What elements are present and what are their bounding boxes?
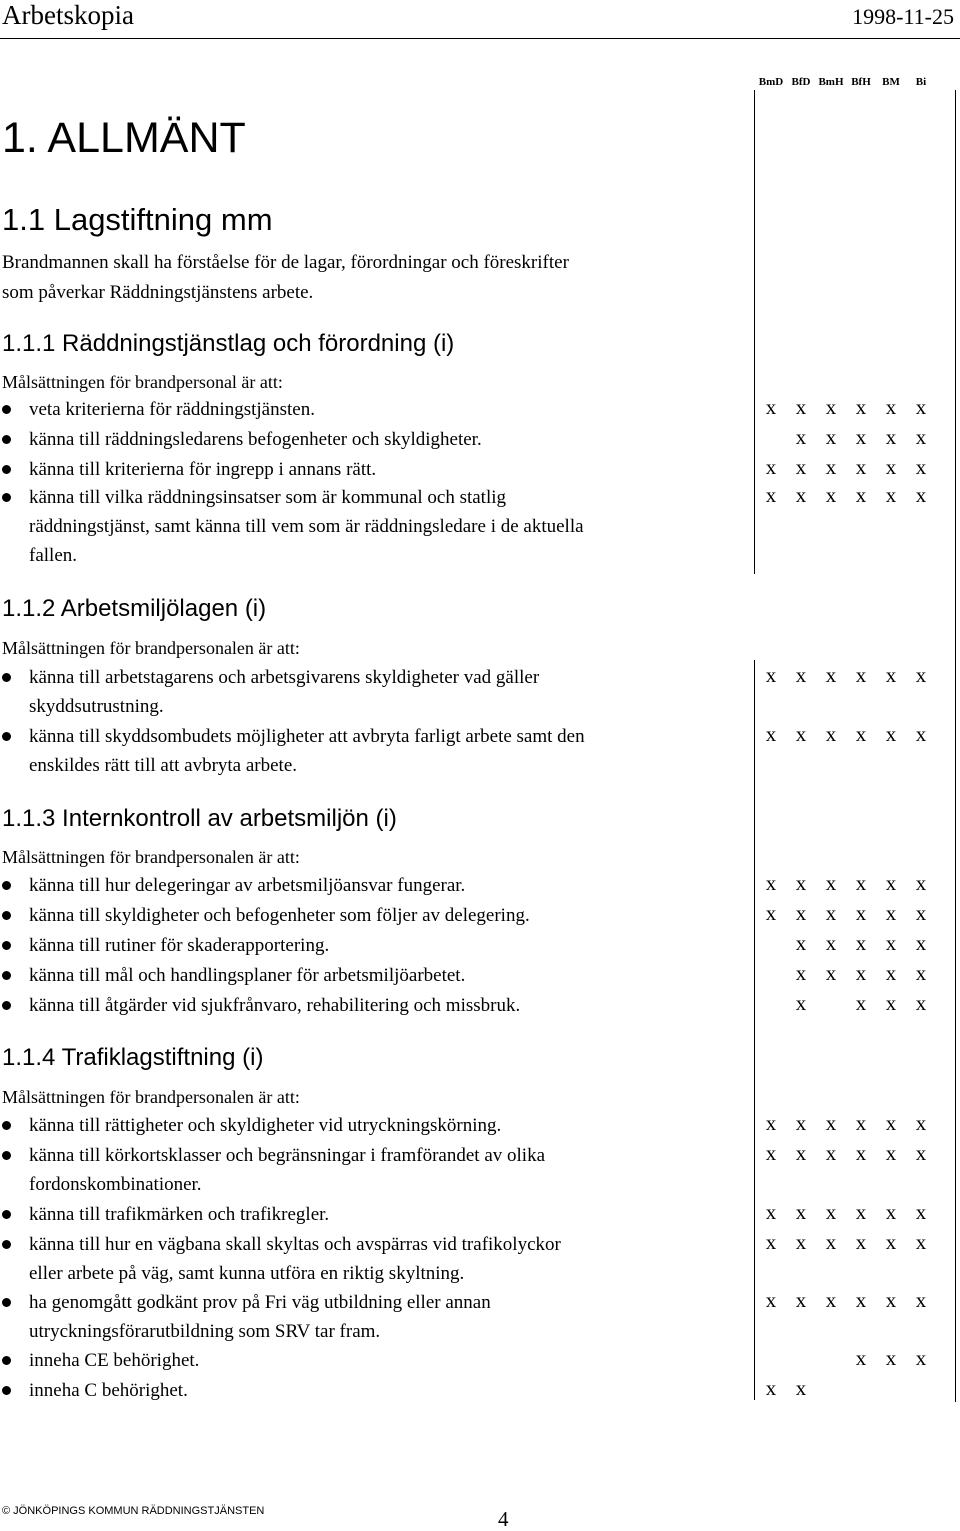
list-item	[0, 1376, 960, 1405]
requirement-mark-bmd: x	[765, 1111, 777, 1135]
list-item	[0, 991, 960, 1020]
section-title: 1.1 Lagstiftning mm	[2, 202, 273, 237]
list-item-text: fallen.	[29, 545, 78, 566]
requirement-mark-bmh: x	[825, 961, 837, 985]
requirement-mark-bm: x	[885, 901, 897, 925]
subsection-lead: Målsättningen för brandpersonalen är att:	[2, 638, 300, 658]
requirement-mark-bm: x	[885, 1346, 897, 1370]
requirement-mark-bm: x	[885, 663, 897, 687]
list-item-text: inneha C behörighet.	[29, 1380, 188, 1401]
bullet-icon	[2, 1356, 11, 1365]
requirement-mark-bfd: x	[795, 991, 807, 1015]
list-item-text: känna till trafikmärken och trafikregler.	[29, 1204, 330, 1225]
requirement-mark-bfh: x	[855, 722, 867, 746]
requirement-mark-bfd: x	[795, 901, 807, 925]
requirement-mark-bfd: x	[795, 395, 807, 419]
bullet-icon	[2, 435, 11, 444]
requirement-mark-bmh: x	[825, 871, 837, 895]
list-item	[0, 961, 960, 990]
list-item-text: känna till vilka räddningsinsatser som är kommunal och statlig	[29, 487, 507, 508]
requirement-mark-bfd: x	[795, 663, 807, 687]
requirement-mark-bm: x	[885, 1111, 897, 1135]
list-item	[0, 1230, 960, 1288]
subsection-title: 1.1.2 Arbetsmiljölagen (i)	[2, 595, 267, 622]
footer-organization-name: JÖNKÖPINGS KOMMUN RÄDDNINGSTJÄNSTEN	[13, 1505, 265, 1517]
subsection-title: 1.1.3 Internkontroll av arbetsmiljön (i)	[2, 805, 397, 832]
requirement-mark-bfh: x	[855, 1111, 867, 1135]
requirement-mark-bfh: x	[855, 483, 867, 507]
requirement-mark-bmh: x	[825, 395, 837, 419]
requirement-mark-bmd: x	[765, 395, 777, 419]
list-item-text: känna till arbetstagarens och arbetsgivarens skyldigheter vad gäller	[29, 667, 540, 688]
requirement-mark-bfd: x	[795, 455, 807, 479]
subsection-lead: Målsättningen för brandpersonal är att:	[2, 372, 283, 392]
requirement-mark-bfh: x	[855, 1288, 867, 1312]
requirement-mark-bm: x	[885, 1230, 897, 1254]
requirement-mark-bfd: x	[795, 1288, 807, 1312]
requirement-mark-bm: x	[885, 455, 897, 479]
document-status-title: Arbetskopia	[2, 0, 134, 30]
list-item-text: inneha CE behörighet.	[29, 1350, 200, 1371]
requirement-mark-bi: x	[915, 425, 927, 449]
requirement-mark-bi: x	[915, 483, 927, 507]
requirement-mark-bfh: x	[855, 931, 867, 955]
requirement-mark-bmd: x	[765, 455, 777, 479]
requirement-mark-bi: x	[915, 1288, 927, 1312]
requirement-mark-bfd: x	[795, 1376, 807, 1400]
requirement-mark-bfh: x	[855, 1141, 867, 1165]
requirement-mark-bmd: x	[765, 901, 777, 925]
list-item-text: känna till räddningsledarens befogenheter och skyldigheter.	[29, 429, 482, 450]
requirement-mark-bmh: x	[825, 483, 837, 507]
requirement-mark-bm: x	[885, 1200, 897, 1224]
bullet-icon	[2, 1240, 11, 1249]
column-header-bmh: BmH	[818, 76, 844, 88]
bullet-icon	[2, 1151, 11, 1160]
requirement-mark-bmd: x	[765, 1376, 777, 1400]
list-item	[0, 1111, 960, 1140]
list-item	[0, 901, 960, 930]
column-header-bfh: BfH	[851, 76, 871, 88]
requirement-mark-bm: x	[885, 722, 897, 746]
requirement-mark-bi: x	[915, 1230, 927, 1254]
list-item-text: känna till rättigheter och skyldigheter vid utryckningskörning.	[29, 1115, 502, 1136]
requirement-mark-bfh: x	[855, 1230, 867, 1254]
list-item	[0, 871, 960, 900]
list-item-text: känna till hur delegeringar av arbetsmiljöansvar fungerar.	[29, 875, 466, 896]
document-date: 1998-11-25	[852, 4, 954, 29]
bullet-icon	[2, 732, 11, 741]
list-item	[0, 1288, 960, 1346]
requirement-mark-bm: x	[885, 1141, 897, 1165]
list-item-text: känna till körkortsklasser och begränsningar i framförandet av olika	[29, 1145, 545, 1166]
requirement-mark-bmh: x	[825, 1141, 837, 1165]
requirement-mark-bi: x	[915, 1346, 927, 1370]
list-item-text: veta kriterierna för räddningstjänsten.	[29, 399, 315, 420]
list-item	[0, 395, 960, 424]
chapter-title: 1. ALLMÄNT	[2, 114, 246, 162]
section-intro-line-1: Brandmannen skall ha förståelse för de lagar, förordningar och föreskrifter	[2, 252, 569, 273]
list-item	[0, 722, 960, 780]
copyright-icon: ©	[2, 1505, 11, 1517]
requirement-mark-bmh: x	[825, 931, 837, 955]
list-item	[0, 1346, 960, 1375]
list-item	[0, 1141, 960, 1199]
list-item-text: räddningstjänst, samt känna till vem som är räddningsledare i de aktuella	[29, 516, 584, 537]
requirement-mark-bfh: x	[855, 455, 867, 479]
bullet-icon	[2, 1298, 11, 1307]
page-number: 4	[498, 1507, 509, 1531]
list-item	[0, 663, 960, 721]
list-item-text: ha genomgått godkänt prov på Fri väg utbildning eller annan	[29, 1292, 491, 1313]
requirement-mark-bmd: x	[765, 1200, 777, 1224]
requirement-mark-bfh: x	[855, 961, 867, 985]
subsection-title: 1.1.4 Trafiklagstiftning (i)	[2, 1044, 264, 1071]
list-item-text: känna till skyddsombudets möjligheter att avbryta farligt arbete samt den	[29, 726, 585, 747]
list-item-text: känna till rutiner för skaderapportering.	[29, 935, 330, 956]
requirement-mark-bfh: x	[855, 901, 867, 925]
requirement-mark-bm: x	[885, 1288, 897, 1312]
list-item	[0, 455, 960, 484]
requirement-mark-bi: x	[915, 1111, 927, 1135]
list-item	[0, 483, 960, 570]
requirement-mark-bi: x	[915, 871, 927, 895]
requirement-mark-bfd: x	[795, 425, 807, 449]
requirement-mark-bfd: x	[795, 961, 807, 985]
requirement-mark-bmh: x	[825, 455, 837, 479]
list-item-text: känna till kriterierna för ingrepp i annans rätt.	[29, 459, 377, 480]
bullet-icon	[2, 493, 11, 502]
column-header-bfd: BfD	[791, 76, 811, 88]
list-item-text: utryckningsförarutbildning som SRV tar fram.	[29, 1321, 381, 1342]
requirement-mark-bfh: x	[855, 663, 867, 687]
requirement-mark-bfh: x	[855, 425, 867, 449]
requirement-mark-bm: x	[885, 961, 897, 985]
bullet-icon	[2, 881, 11, 890]
list-item-text: känna till mål och handlingsplaner för arbetsmiljöarbetet.	[29, 965, 466, 986]
requirement-mark-bmh: x	[825, 722, 837, 746]
bullet-icon	[2, 405, 11, 414]
requirement-mark-bmh: x	[825, 425, 837, 449]
requirement-mark-bfd: x	[795, 722, 807, 746]
list-item	[0, 1200, 960, 1229]
subsection-lead: Målsättningen för brandpersonalen är att:	[2, 1087, 300, 1107]
list-item-text: känna till hur en vägbana skall skyltas och avspärras vid trafikolyckor	[29, 1234, 561, 1255]
requirement-mark-bmh: x	[825, 663, 837, 687]
bullet-icon	[2, 941, 11, 950]
list-item-text: eller arbete på väg, samt kunna utföra en riktig skyltning.	[29, 1263, 465, 1284]
requirement-mark-bm: x	[885, 483, 897, 507]
column-header-bm: BM	[882, 76, 900, 88]
requirement-mark-bm: x	[885, 931, 897, 955]
requirement-mark-bmh: x	[825, 1111, 837, 1135]
requirement-mark-bm: x	[885, 395, 897, 419]
requirement-mark-bmd: x	[765, 1288, 777, 1312]
subsection-title: 1.1.1 Räddningstjänstlag och förordning (i)	[2, 330, 455, 357]
requirement-mark-bmd: x	[765, 871, 777, 895]
requirement-mark-bm: x	[885, 991, 897, 1015]
section-intro-line-2: som påverkar Räddningstjänstens arbete.	[2, 282, 314, 303]
bullet-icon	[2, 465, 11, 474]
requirement-mark-bi: x	[915, 455, 927, 479]
requirement-mark-bi: x	[915, 991, 927, 1015]
bullet-icon	[2, 911, 11, 920]
list-item	[0, 931, 960, 960]
requirement-mark-bi: x	[915, 1141, 927, 1165]
requirement-mark-bi: x	[915, 931, 927, 955]
bullet-icon	[2, 1001, 11, 1010]
bullet-icon	[2, 971, 11, 980]
requirement-mark-bfd: x	[795, 931, 807, 955]
list-item-text: känna till åtgärder vid sjukfrånvaro, rehabilitering och missbruk.	[29, 995, 521, 1016]
list-item-text: enskildes rätt till att avbryta arbete.	[29, 755, 298, 776]
column-header-bi: Bi	[915, 76, 927, 88]
requirement-mark-bfh: x	[855, 1200, 867, 1224]
requirement-mark-bi: x	[915, 663, 927, 687]
requirement-mark-bmd: x	[765, 1230, 777, 1254]
requirement-mark-bfh: x	[855, 395, 867, 419]
requirement-mark-bfd: x	[795, 1200, 807, 1224]
header-divider	[0, 38, 960, 39]
requirement-mark-bmh: x	[825, 1288, 837, 1312]
requirement-mark-bfd: x	[795, 483, 807, 507]
requirement-mark-bfh: x	[855, 991, 867, 1015]
requirement-mark-bmd: x	[765, 722, 777, 746]
bullet-icon	[2, 1386, 11, 1395]
column-header-bmd: BmD	[758, 76, 784, 88]
requirement-mark-bmd: x	[765, 1141, 777, 1165]
requirement-mark-bfh: x	[855, 1346, 867, 1370]
requirement-mark-bi: x	[915, 961, 927, 985]
requirement-mark-bmh: x	[825, 1230, 837, 1254]
requirement-mark-bm: x	[885, 425, 897, 449]
footer-organization	[2, 1504, 264, 1518]
requirement-mark-bfh: x	[855, 871, 867, 895]
requirement-mark-bfd: x	[795, 1141, 807, 1165]
requirement-mark-bfd: x	[795, 871, 807, 895]
subsection-lead: Målsättningen för brandpersonalen är att:	[2, 847, 300, 867]
requirement-mark-bmh: x	[825, 901, 837, 925]
list-item-text: känna till skyldigheter och befogenheter som följer av delegering.	[29, 905, 530, 926]
bullet-icon	[2, 673, 11, 682]
bullet-icon	[2, 1121, 11, 1130]
list-item-text: skyddsutrustning.	[29, 696, 164, 717]
requirement-mark-bmd: x	[765, 663, 777, 687]
list-item	[0, 425, 960, 454]
requirement-mark-bi: x	[915, 901, 927, 925]
requirement-mark-bmh: x	[825, 1200, 837, 1224]
requirement-mark-bi: x	[915, 395, 927, 419]
list-item-text: fordonskombinationer.	[29, 1174, 202, 1195]
requirement-mark-bm: x	[885, 871, 897, 895]
requirement-mark-bi: x	[915, 1200, 927, 1224]
bullet-icon	[2, 1210, 11, 1219]
requirement-mark-bmd: x	[765, 483, 777, 507]
requirement-mark-bfd: x	[795, 1230, 807, 1254]
requirement-mark-bfd: x	[795, 1111, 807, 1135]
requirement-mark-bi: x	[915, 722, 927, 746]
